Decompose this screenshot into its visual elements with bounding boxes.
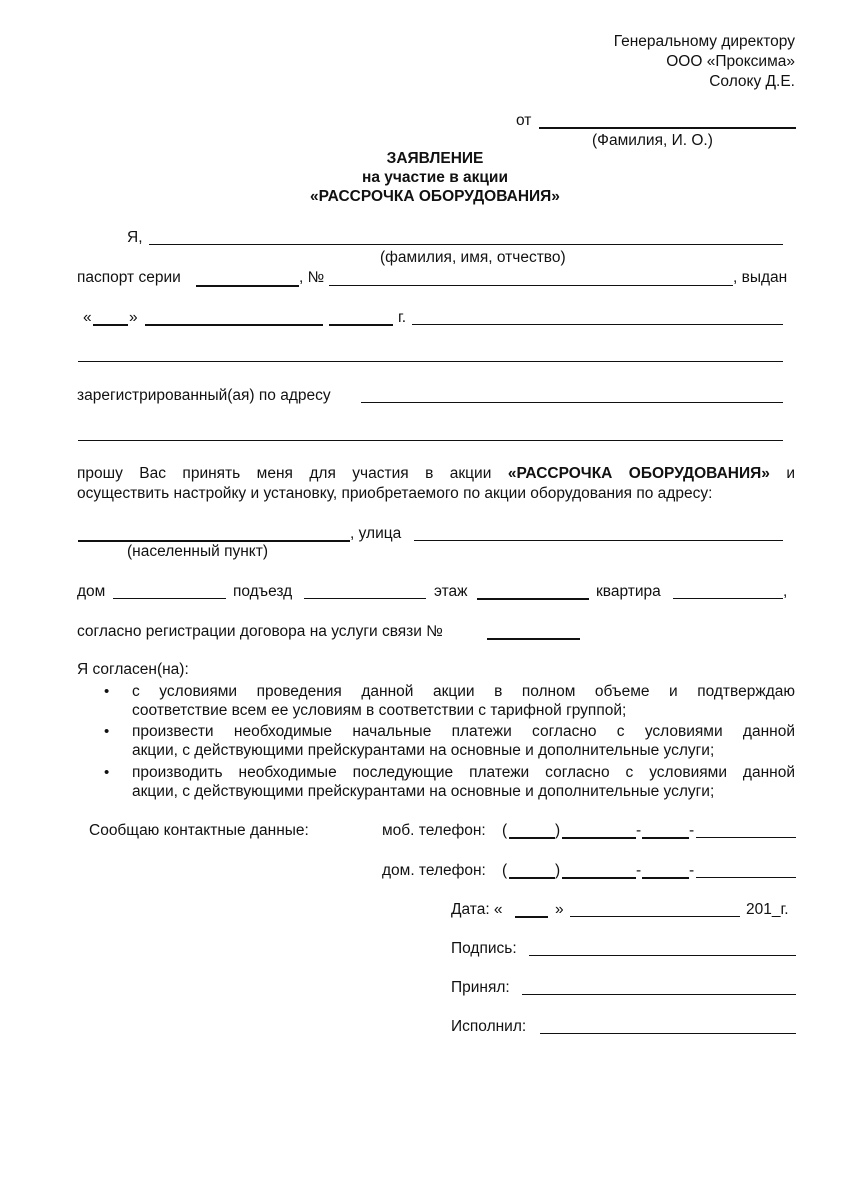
agreement-item-3-line-1: производить необходимые последующие платежи согласно с условиями данной: [132, 764, 795, 781]
issue-month-field[interactable]: [145, 324, 323, 326]
issue-year-suffix: г.: [398, 309, 407, 326]
home-part-1-field[interactable]: [562, 877, 636, 879]
mobile-code-field[interactable]: [509, 837, 555, 839]
request-line-2: осуществить настройку и установку, приобретаемого по акции оборудования по адресу:: [77, 485, 713, 502]
street-label: , улица: [350, 525, 402, 542]
contacts-label: Сообщаю контактные данные:: [89, 822, 309, 839]
request-text-end: и: [786, 465, 795, 482]
home-part-3-field[interactable]: [696, 877, 796, 878]
street-field[interactable]: [414, 540, 783, 541]
agreement-item-1-line-2: соответствие всем ее условиям в соответствии с тарифной группой;: [132, 702, 627, 719]
date-label: Дата: «: [451, 901, 503, 918]
floor-label: этаж: [434, 583, 468, 600]
registered-address-field[interactable]: [361, 402, 783, 403]
full-name-field[interactable]: [149, 244, 783, 245]
entrance-field[interactable]: [304, 598, 426, 599]
settlement-field[interactable]: [78, 540, 350, 542]
contract-number-field[interactable]: [487, 638, 580, 640]
from-label: от: [516, 112, 532, 129]
mobile-part-1-field[interactable]: [562, 837, 636, 839]
passport-series-label: паспорт серии: [77, 269, 181, 286]
agreement-item-2-line-2: акции, с действующими прейскурантами на основные и дополнительные услуги;: [132, 742, 715, 759]
date-day-field[interactable]: [515, 916, 548, 918]
document-title: ЗАЯВЛЕНИЕ: [386, 150, 484, 167]
from-name-field[interactable]: [539, 127, 796, 129]
date-month-field[interactable]: [570, 916, 740, 917]
home-dash-2: -: [689, 862, 695, 879]
mobile-dash-2: -: [689, 822, 695, 839]
agreement-item-1-line-1: с условиями проведения данной акции в полном объеме и подтверждаю: [132, 683, 795, 700]
apartment-comma: ,: [783, 583, 788, 600]
signature-field[interactable]: [529, 955, 796, 956]
settlement-hint: (населенный пункт): [127, 543, 269, 560]
agreement-item-3-line-2: акции, с действующими прейскурантами на основные и дополнительные услуги;: [132, 783, 715, 800]
issue-quote-close: »: [129, 309, 138, 326]
issued-by-continuation-field[interactable]: [78, 361, 783, 362]
addressee-line-3: Солоку Д.Е.: [709, 73, 795, 90]
issued-by-field[interactable]: [412, 324, 783, 325]
passport-issued-label: , выдан: [733, 269, 788, 286]
executed-label: Исполнил:: [451, 1018, 527, 1035]
house-label: дом: [77, 583, 106, 600]
apartment-field[interactable]: [673, 598, 783, 599]
request-line-1: [77, 464, 795, 484]
addressee-line-2: ООО «Проксима»: [666, 53, 795, 70]
home-paren-close: ): [555, 862, 561, 879]
contract-label: согласно регистрации договора на услуги связи №: [77, 623, 443, 640]
registered-address-label: зарегистрированный(ая) по адресу: [77, 387, 331, 404]
date-quote-close: »: [555, 901, 564, 918]
entrance-label: подъезд: [233, 583, 293, 600]
bullet-icon: •: [104, 723, 110, 740]
request-promo-name: «РАССРОЧКА ОБОРУДОВАНИЯ»: [507, 465, 770, 482]
signature-label: Подпись:: [451, 940, 517, 957]
home-dash-1: -: [636, 862, 642, 879]
from-hint: (Фамилия, И. О.): [592, 132, 713, 149]
document-subtitle: на участие в акции: [362, 169, 508, 186]
passport-series-field[interactable]: [196, 285, 299, 287]
home-part-2-field[interactable]: [642, 877, 689, 879]
passport-number-field[interactable]: [329, 285, 733, 286]
apartment-label: квартира: [596, 583, 661, 600]
mobile-paren-open: (: [502, 822, 508, 839]
received-field[interactable]: [522, 994, 796, 995]
mobile-dash-1: -: [636, 822, 642, 839]
addressee-line-1: Генеральному директору: [613, 33, 795, 50]
issue-day-field[interactable]: [93, 324, 128, 326]
mobile-part-3-field[interactable]: [696, 837, 796, 838]
received-label: Принял:: [451, 979, 510, 996]
full-name-hint: (фамилия, имя, отчество): [380, 249, 566, 266]
house-field[interactable]: [113, 598, 226, 599]
request-text-start: прошу Вас принять меня для участия в акции: [77, 465, 492, 482]
ya-label: Я,: [127, 229, 143, 246]
issue-year-field[interactable]: [329, 324, 393, 326]
bullet-icon: •: [104, 764, 110, 781]
home-paren-open: (: [502, 862, 508, 879]
passport-number-label: , №: [299, 269, 325, 286]
executed-field[interactable]: [540, 1033, 796, 1034]
home-phone-label: дом. телефон:: [382, 862, 486, 879]
agreement-item-2-line-1: произвести необходимые начальные платежи согласно с условиями данной: [132, 723, 795, 740]
mobile-part-2-field[interactable]: [642, 837, 689, 839]
promo-title: «РАССРОЧКА ОБОРУДОВАНИЯ»: [310, 188, 560, 205]
mobile-paren-close: ): [555, 822, 561, 839]
registered-address-continuation-field[interactable]: [78, 440, 783, 441]
mobile-phone-label: моб. телефон:: [382, 822, 486, 839]
date-year: 201_г.: [746, 901, 789, 918]
issue-quote-open: «: [83, 309, 92, 326]
bullet-icon: •: [104, 683, 110, 700]
agreement-header: Я согласен(на):: [77, 661, 189, 678]
home-code-field[interactable]: [509, 877, 555, 879]
floor-field[interactable]: [477, 598, 589, 600]
